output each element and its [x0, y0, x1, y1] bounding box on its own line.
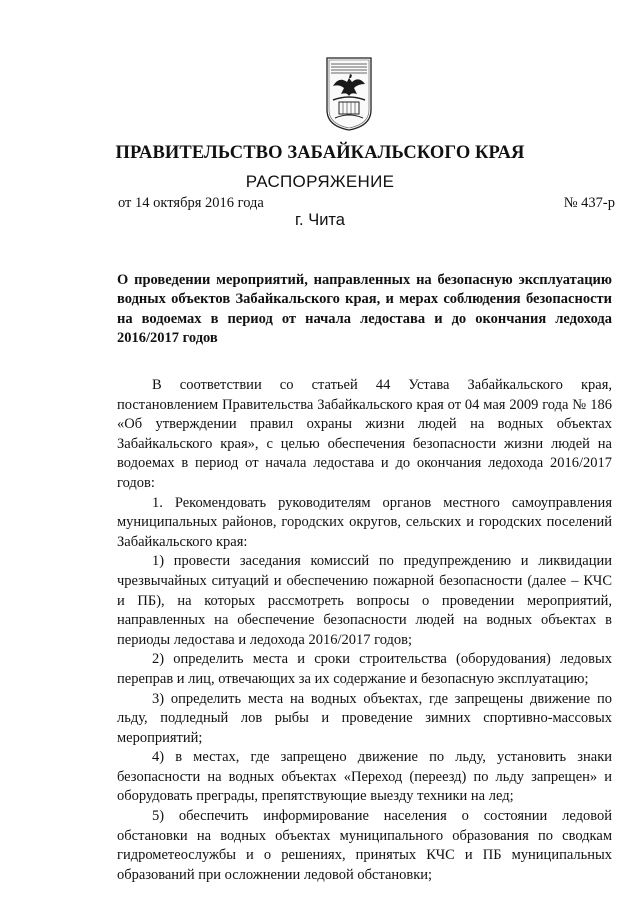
document-date: от 14 октября 2016 года [118, 195, 264, 211]
document-city: г. Чита [295, 211, 345, 229]
document-body [117, 376, 612, 885]
government-title: ПРАВИТЕЛЬСТВО ЗАБАЙКАЛЬСКОГО КРАЯ [115, 143, 525, 163]
subclause-paragraph: 5) обеспечить информирование населения о состоянии ледовой обстановки на водных объектах муниципального образования по сводкам гидрометеослужбы и о решениях, принятых КЧС и ПБ муниципальных образований при осложнении ледовой обстановки; [117, 808, 612, 883]
document-number: № 437-р [563, 195, 615, 211]
subclause-paragraph: 4) в местах, где запрещено движение по льду, установить знаки безопасности на водных объектах «Переход (переезд) по льду запрещен» и оборудовать преграды, препятствующие выезду техники на лед; [117, 749, 612, 805]
document-subject: О проведении мероприятий, направленных на безопасную эксплуатацию водных объектов Забайкальского края, и мерах соблюдения безопасности на водоемах в период от начала ледостава и до окончания ледохода 2016/2017 годов [117, 272, 612, 347]
subclause-paragraph: 3) определить места на водных объектах, где запрещены движение по льду, подледный лов рыбы и проведение зимних спортивно-массовых мероприятий; [117, 690, 612, 746]
clause-paragraph: 1. Рекомендовать руководителям органов местного самоуправления муниципальных районов, городских округов, сельских и городских поселений Забайкальского края: [117, 494, 612, 550]
document-type: РАСПОРЯЖЕНИЕ [245, 172, 395, 191]
subclause-paragraph: 1) провести заседания комиссий по предупреждению и ликвидации чрезвычайных ситуаций и обеспечению пожарной безопасности (далее – КЧС и ПБ), на которых рассмотреть вопросы о проведении мероприятий, направленных на обеспечение безопасности людей на водных объектах в периоды ледостава и ледохода 2016/2017 годов; [117, 553, 612, 648]
preamble-paragraph: В соответствии со статьей 44 Устава Забайкальского края, постановлением Правительства Забайкальского края от 04 мая 2009 года № 186 «Об утверждении правил охраны жизни людей на водных объектах Забайкальского края», с целью обеспечения безопасности жизни людей на водоемах в период от начала ледостава и до окончания ледохода 2016/2017 годов: [117, 377, 612, 491]
subclause-paragraph: 2) определить места и сроки строительства (оборудования) ледовых переправ и лиц, отвечающих за их содержание и безопасную эксплуатацию; [117, 651, 612, 687]
coat-of-arms-icon [325, 56, 373, 132]
